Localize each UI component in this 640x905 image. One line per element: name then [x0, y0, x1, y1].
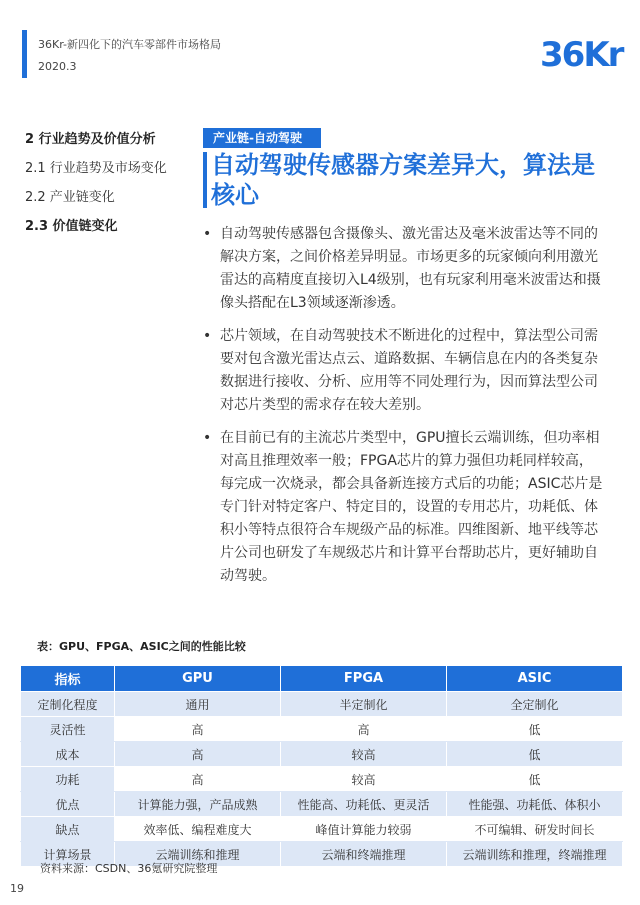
table-cell: 不可编辑、研发时间长 [447, 817, 623, 842]
table-cell: 高 [115, 717, 281, 742]
table-cell: 优点 [21, 792, 115, 817]
table-cell: 缺点 [21, 817, 115, 842]
table-header-cell: GPU [115, 666, 281, 692]
table-row [21, 792, 623, 817]
page-heading: 自动驾驶传感器方案差异大，算法是核心 [211, 151, 595, 209]
table-header-row [21, 666, 623, 692]
table-cell: 高 [115, 767, 281, 792]
table-cell: 云端训练和推理，终端推理 [447, 842, 623, 867]
table-row [21, 692, 623, 717]
table-row [21, 817, 623, 842]
table-cell: 云端和终端推理 [281, 842, 447, 867]
table-cell: 性能强、功耗低、体积小 [447, 792, 623, 817]
table-cell: 低 [447, 717, 623, 742]
table-cell: 较高 [281, 767, 447, 792]
table-cell: 高 [115, 742, 281, 767]
table-row [21, 717, 623, 742]
table-cell: 高 [281, 717, 447, 742]
bullet-list [203, 223, 603, 598]
table-cell: 低 [447, 742, 623, 767]
section-tag: 产业链-自动驾驶 [203, 128, 321, 148]
36kr-logo-icon [538, 26, 623, 76]
table-cell: 云端训练和推理 [115, 842, 281, 867]
table-row [21, 742, 623, 767]
table-cell: 效率低、编程难度大 [115, 817, 281, 842]
table-cell: 定制化程度 [21, 692, 115, 717]
table-header-cell: ASIC [447, 666, 623, 692]
chip-comparison-table [20, 665, 623, 867]
table-of-contents [25, 130, 200, 246]
page-number: 19 [10, 882, 24, 895]
table-row [21, 767, 623, 792]
table-cell: 计算能力强，产品成熟 [115, 792, 281, 817]
heading-accent-bar [203, 152, 207, 208]
table-cell: 半定制化 [281, 692, 447, 717]
table-header-cell: FPGA [281, 666, 447, 692]
table-cell: 全定制化 [447, 692, 623, 717]
source-note: 资料来源：CSDN、36氪研究院整理 [40, 862, 218, 875]
bullet-item: • 在目前已有的主流芯片类型中，GPU擅长云端训练，但功率相对高且推理效率一般；FPGA芯片的算力强但功耗同样较高，每完成一次烧录，都会具备新连接方式后的功能；ASIC芯片是专门针对特定客户、特定目的，设置的专用芯片，功耗低、体积小等特点很符合车规级产品的标准。四维图新、地平线等芯片公司也研发了车规级芯片和计算平台帮助芯片，更好辅助自动驾驶。 [203, 430, 603, 584]
bullet-item: • 芯片领域，在自动驾驶技术不断进化的过程中，算法型公司需要对包含激光雷达点云、道路数据、车辆信息在内的各类复杂数据进行接收、分析、应用等不同处理行为，因而算法型公司对芯片类型的需求存在较大差别。 [203, 328, 598, 413]
toc-item-2[interactable]: 2 行业趋势及价值分析 [25, 132, 156, 147]
table-cell: 功耗 [21, 767, 115, 792]
table-cell: 成本 [21, 742, 115, 767]
table-cell: 灵活性 [21, 717, 115, 742]
logo-text: 36Kr [540, 35, 623, 75]
table-cell: 计算场景 [21, 842, 115, 867]
toc-item-2-1[interactable]: 2.1 行业趋势及市场变化 [25, 161, 167, 176]
table-caption: 表：GPU、FPGA、ASIC之间的性能比较 [37, 640, 246, 653]
toc-item-2-2[interactable]: 2.2 产业链变化 [25, 190, 115, 205]
table-cell: 峰值计算能力较弱 [281, 817, 447, 842]
report-date: 2020.3 [38, 60, 77, 73]
bullet-item: • 自动驾驶传感器包含摄像头、激光雷达及毫米波雷达等不同的解决方案，之间价格差异明显。市场更多的玩家倾向利用激光雷达的高精度直接切入L4级别，也有玩家利用毫米波雷达和摄像头搭配在L3领域逐渐渗透。 [203, 226, 601, 311]
toc-item-2-3[interactable]: 2.3 价值链变化 [25, 219, 118, 234]
table-cell: 性能高、功耗低、更灵活 [281, 792, 447, 817]
table-header-cell: 指标 [21, 666, 115, 692]
table-cell: 低 [447, 767, 623, 792]
table-cell: 较高 [281, 742, 447, 767]
header-accent-bar [22, 30, 27, 78]
report-title: 36Kr-新四化下的汽车零部件市场格局 [38, 38, 221, 51]
table-cell: 通用 [115, 692, 281, 717]
